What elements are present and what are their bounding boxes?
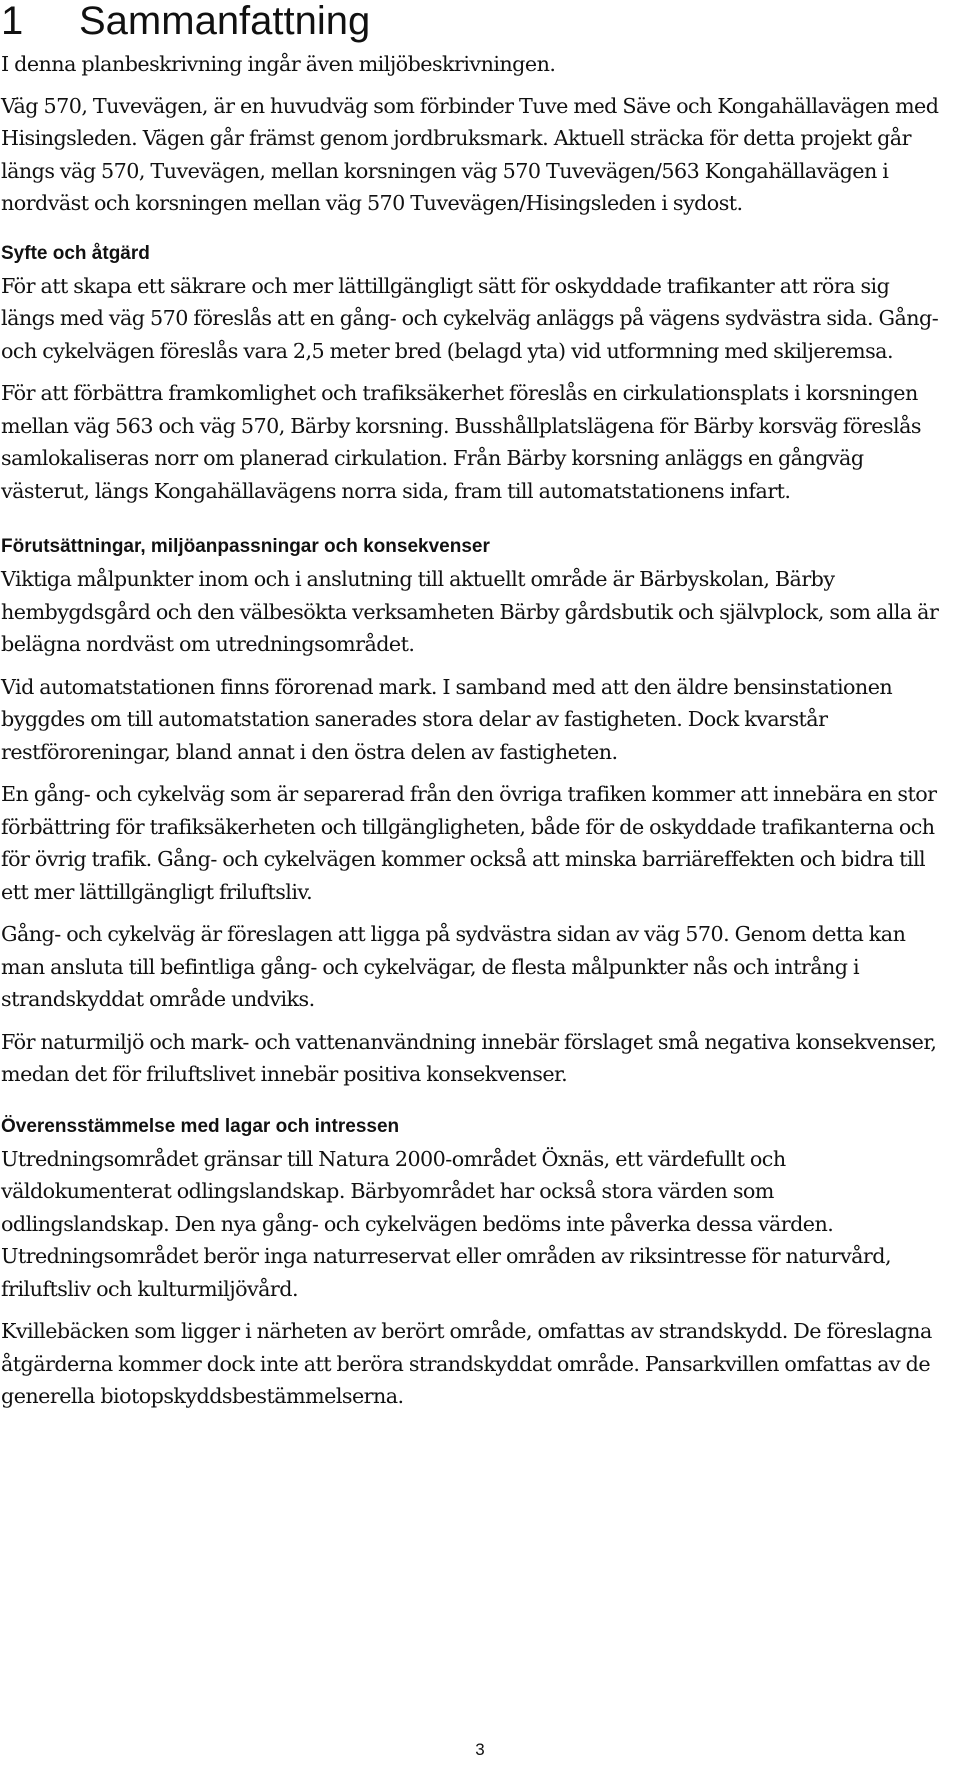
page-number: 3	[475, 1740, 485, 1759]
section-heading	[1, 0, 940, 44]
syfte-paragraph-1: För att skapa ett säkrare och mer lättillgängligt sätt för oskyddade trafikanter att röra sig längs med väg 570 föreslås att en gång- och cykelväg anläggs på vägens sydvästra sida. Gång- och cykelvägen föreslås vara 2,5 meter bred (belagd yta) vid utformning med skiljeremsa.	[1, 273, 939, 363]
section-number: 1	[1, 0, 24, 43]
forutsattningar-paragraph-5: För naturmiljö och mark- och vattenanvändning innebär förslaget små negativa konsekvenser, medan det för friluftslivet innebär positiva konsekvenser.	[1, 1029, 937, 1086]
section-title: Sammanfattning	[79, 0, 371, 43]
subheading-syfte: Syfte och åtgärd	[1, 242, 150, 264]
forutsattningar-paragraph-2: Vid automatstationen finns förorenad mark. I samband med att den äldre bensinstationen byggdes om till automatstation sanerades stora delar av fastigheten. Dock kvarstår restföroreningar, bland annat i den östra delen av fastigheten.	[1, 674, 893, 764]
forutsattningar-paragraph-1: Viktiga målpunkter inom och i anslutning till aktuellt område är Bärbyskolan, Bärby hembygdsgård och den välbesökta verksamheten Bärby gårdsbutik och självplock, som alla är belägna nordväst om utredningsområdet.	[1, 567, 939, 656]
intro-paragraph-1: I denna planbeskrivning ingår även miljöbeskrivningen.	[1, 52, 556, 76]
forutsattningar-paragraph-4: Gång- och cykelväg är föreslagen att ligga på sydvästra sidan av väg 570. Genom detta kan man ansluta till befintliga gång- och cykelvägar, de flesta målpunkter nås och intrång i strandskyddat område undviks.	[1, 922, 906, 1011]
syfte-paragraph-2: För att förbättra framkomlighet och trafiksäkerhet föreslås en cirkulationsplats i korsningen mellan väg 563 och väg 570, Bärby korsning. Busshållplatslägena för Bärby korsväg föreslås samlokaliseras norr om planerad cirkulation. Från Bärby korsning anläggs en gångväg västerut, längs Kongahällavägens norra sida, fram till automatstationens infart.	[1, 381, 921, 503]
forutsattningar-paragraph-3: En gång- och cykelväg som är separerad från den övriga trafiken kommer att innebära en stor förbättring för trafiksäkerheten och tillgängligheten, både för de oskyddade trafikanterna och för övrig trafik. Gång- och cykelvägen kommer också att minska barriäreffekten och bidra till ett mer lättillgängligt friluftsliv.	[1, 782, 937, 904]
intro-paragraph-2: Väg 570, Tuvevägen, är en huvudväg som förbinder Tuve med Säve och Kongahällavägen med Hisingsleden. Vägen går främst genom jordbruksmark. Aktuell sträcka för detta projekt går längs väg 570, Tuvevägen, mellan korsningen väg 570 Tuvevägen/563 Kongahällavägen i nordväst och korsningen mellan väg 570 Tuvevägen/Hisingsleden i sydost.	[1, 93, 939, 215]
overensstammelse-paragraph-2: Kvillebäcken som ligger i närheten av berört område, omfattas av strandskydd. De föreslagna åtgärderna kommer dock inte att beröra strandskyddat område. Pansarkvillen omfattas av de generella biotopskyddsbestämmelserna.	[1, 1319, 932, 1408]
subheading-overensstammelse: Överensstämmelse med lagar och intressen	[1, 1115, 400, 1137]
subheading-forutsattningar: Förutsättningar, miljöanpassningar och konsekvenser	[1, 536, 490, 557]
overensstammelse-paragraph-1: Utredningsområdet gränsar till Natura 2000-området Öxnäs, ett värdefullt och väldokumenterat odlingslandskap. Bärbyområdet har också stora värden som odlingslandskap. Den nya gång- och cykelvägen bedöms inte påverka dessa värden. Utredningsområdet berör inga naturreservat eller områden av riksintresse för naturvård, friluftsliv och kulturmiljövård.	[1, 1146, 891, 1301]
